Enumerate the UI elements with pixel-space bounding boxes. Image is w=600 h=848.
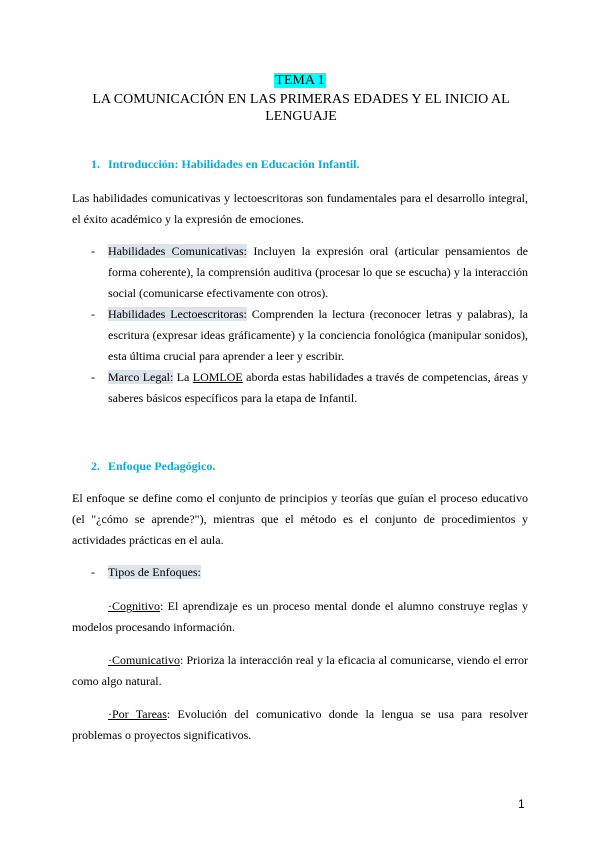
- list-item: [91, 367, 528, 409]
- enfoque-text: : El aprendizaje es un proceso mental donde el alumno construye reglas y modelos procesando información.: [72, 599, 528, 634]
- bullet-text: [108, 241, 528, 304]
- bullet-text: [108, 367, 528, 409]
- bullet-body: Comprenden la lectura (reconocer letras y palabras), la escritura (expresar ideas gráficamente) y la conciencia fonológica (manipular sonidos), esta última crucial para aprender a leer y escribir.: [108, 307, 529, 363]
- bullet-pre: La: [173, 370, 193, 384]
- bullet-dash: -: [91, 370, 95, 384]
- enfoque-text: : Prioriza la interacción real y la eficacia al comunicarse, viendo el error como algo natural.: [72, 653, 528, 688]
- bullet-term: Habilidades Lectoescritoras:: [108, 307, 247, 321]
- document-title: LA COMUNICACIÓN EN LAS PRIMERAS EDADES Y EL INICIO AL LENGUAJE: [92, 92, 510, 124]
- tema-label: [0, 72, 600, 89]
- enfoque-item: [72, 650, 528, 692]
- bullet-dash: -: [91, 565, 95, 579]
- bullet-text: [108, 562, 528, 583]
- enfoque-text: : Evolución del comunicativo donde la lengua se usa para resolver problemas o proyectos significativos.: [72, 707, 528, 742]
- bullet-body: Incluyen la expresión oral (articular pensamientos de forma coherente), la comprensión auditiva (procesar lo que se escucha) y la interacción social (comunicarse efectivamente con otros).: [108, 244, 528, 300]
- section-heading-1: [91, 156, 360, 172]
- enfoque-item: [72, 704, 528, 746]
- enfoque-name: ·Por Tareas: [108, 707, 167, 721]
- enfoque-item: [72, 596, 528, 638]
- bullet-term: Habilidades Comunicativas:: [108, 244, 247, 258]
- section-number: 2.: [91, 459, 100, 473]
- types-label: Tipos de Enfoques:: [108, 565, 201, 579]
- bullet-text: [108, 304, 528, 367]
- section2-intro: El enfoque se define como el conjunto de principios y teorías que guían el proceso educativo (el "¿cómo se aprende?"), mientras que el método es el conjunto de procedimientos y actividades prácticas en el aula.: [72, 491, 528, 547]
- section1-intro: Las habilidades comunicativas y lectoescritoras son fundamentales para el desarrollo integral, el éxito académico y la expresión de emociones.: [72, 191, 528, 226]
- section-title: Enfoque Pedagógico.: [108, 459, 216, 473]
- enfoque-name: ·Cognitivo: [108, 599, 161, 613]
- list-item: [91, 304, 528, 367]
- tema-highlight: TEMA 1: [275, 73, 325, 88]
- page-number: 1: [518, 797, 525, 811]
- bullet-dash: -: [91, 307, 95, 321]
- enfoque-name: ·Comunicativo: [108, 653, 180, 667]
- list-item: [91, 562, 528, 583]
- bullet-term: Marco Legal:: [108, 370, 174, 384]
- list-item: [91, 241, 528, 304]
- law-reference: LOMLOE: [192, 370, 243, 384]
- bullet-dash: -: [91, 244, 95, 258]
- section-number: 1.: [91, 157, 100, 171]
- section-heading-2: [91, 458, 215, 474]
- section-title: Introducción: Habilidades en Educación Infantil.: [108, 157, 360, 171]
- bullet-body: aborda estas habilidades a través de competencias, áreas y saberes básicos específicos para la etapa de Infantil.: [108, 370, 528, 405]
